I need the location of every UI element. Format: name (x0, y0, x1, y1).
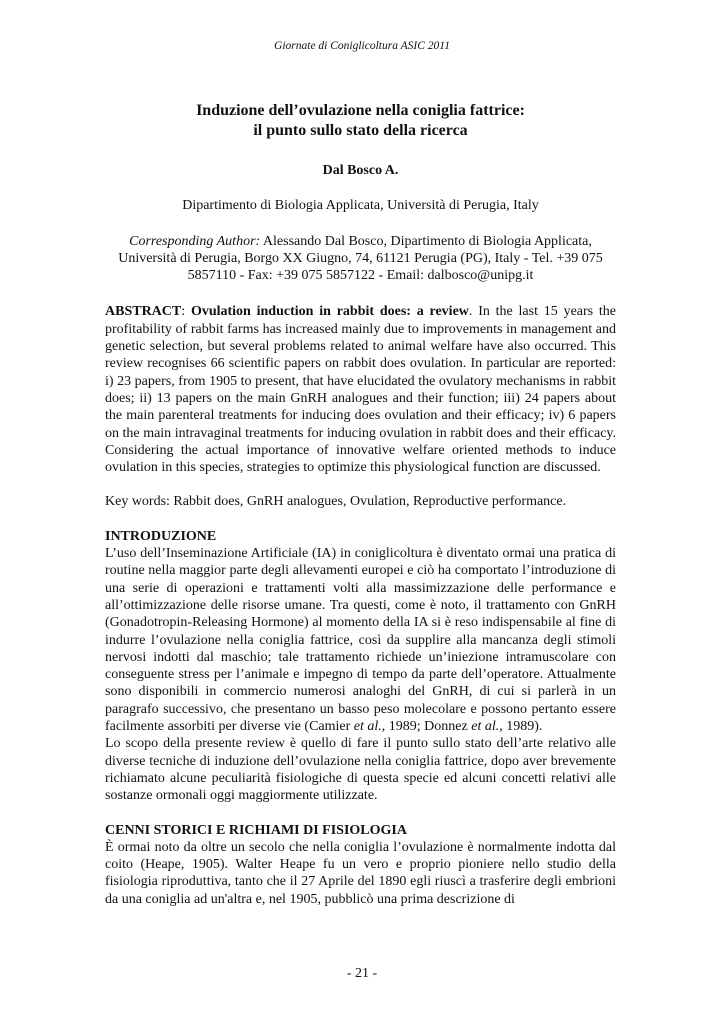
corresponding-author (105, 233, 616, 285)
author: Dal Bosco A. (322, 163, 399, 178)
intro-text-c: , 1989). (499, 719, 543, 735)
abstract-label: ABSTRACT (105, 304, 182, 320)
affiliation: Dipartimento di Biologia Applicata, Università di Perugia, Italy (182, 198, 539, 214)
abstract (105, 303, 616, 476)
intro-paragraph-2: Lo scopo della presente review è quello di fare il punto sullo stato dell’arte relativo alle diverse tecniche di induzione dell’ovulazione nella coniglia fattrice, dopo aver brevemente richiamato alcune peculiarità fisiologiche di questa specie ed alcuni concetti relativi alle sostanze ormonali oggi maggiormente utilizzate. (105, 736, 616, 804)
keywords: Key words: Rabbit does, GnRH analogues, Ovulation, Reproductive performance. (105, 494, 567, 510)
title-line-1: Induzione dell’ovulazione nella coniglia fattrice: (196, 102, 525, 119)
intro-text-b: , 1989; Donnez (381, 719, 472, 735)
running-header: Giornate di Coniglicoltura ASIC 2011 (274, 40, 450, 52)
title-line-2: il punto sullo stato della ricerca (253, 122, 468, 139)
abstract-title: Ovulation induction in rabbit does: a review (190, 304, 469, 320)
abstract-sep: : (181, 304, 191, 320)
abstract-text: . In the last 15 years the profitability of rabbit farms has increased mainly due to improvements in management and genetic selection, but several problems related to animal welfare have also occurred. This review recognises 66 scientific papers on rabbit does ovulation. In particular are reported: i) 23 papers, from 1905 to present, that have elucidated the ovulatory mechanisms in rabbit does; ii) 13 papers on the main GnRH analogues and their function; iii) 24 papers about the main parenteral treatments for inducing does ovulation and their efficacy; iv) 6 papers on the main intravaginal treatments for inducing ovulation in rabbit does and their efficacy. Considering the actual importance of innovative welfare oriented methods to induce ovulation in this species, strategies to optimize this physiological function are discussed. (105, 304, 617, 476)
section-heading-intro: INTRODUZIONE (105, 528, 217, 544)
corresponding-label: Corresponding Author: (129, 233, 261, 249)
history-paragraph-1: È ormai noto da oltre un secolo che nella coniglia l’ovulazione è normalmente indotta dal coito (Heape, 1905). Walter Heape fu un vero e proprio pioniere nello studio della fisiologia riproduttiva, tanto che il 27 Aprile del 1890 egli riuscì a trasferire degli embrioni da una coniglia ad un'altra e, nel 1905, pubblicò una prima descrizione di (105, 839, 616, 907)
intro-paragraph-1 (105, 545, 616, 735)
corresponding-text: Alessando Dal Bosco, Dipartimento di Biologia Applicata, Università di Perugia, Borgo XX Giugno, 74, 61121 Perugia (PG), Italy - Tel. +39 075 5857110 - Fax: +39 075 5857122 - Email: dalbosco@unipg.it (118, 233, 603, 284)
article-title (105, 101, 616, 141)
article-body (105, 101, 616, 908)
page-number: - 21 - (346, 966, 378, 981)
intro-text-a: L’uso dell’Inseminazione Artificiale (IA) in coniglicoltura è diventato ormai una pratica di routine nella maggior parte degli allevamenti europei e ciò ha comportato l’introduzione di una serie di operazioni e trattamenti volti alla massimizzazione delle performance e all’ottimizzazione delle risorse umane. Tra questi, come è noto, il trattamento con GnRH (Gonadotropin-Releasing Hormone) al momento della IA si è reso indispensabile al fine di indurre l’ovulazione nella coniglia fattrice, così da supplire alla mancanza degli stimoli nervosi indotti dal maschio; tale trattamento richiede un’iniezione intramuscolare con conseguente stress per l’animale e impegno di tempo da parte dell’operatore. Attualmente sono disponibili in commercio numerosi analoghi del GnRH, di cui si parlerà in un paragrafo successivo, che presentano un basso peso molecolare e possono pertanto essere facilmente assorbiti per diverse vie (Camier (105, 546, 616, 735)
intro-etal-1: et al. (353, 719, 382, 735)
intro-etal-2: et al. (471, 719, 500, 735)
section-heading-history: CENNI STORICI E RICHIAMI DI FISIOLOGIA (105, 822, 407, 838)
